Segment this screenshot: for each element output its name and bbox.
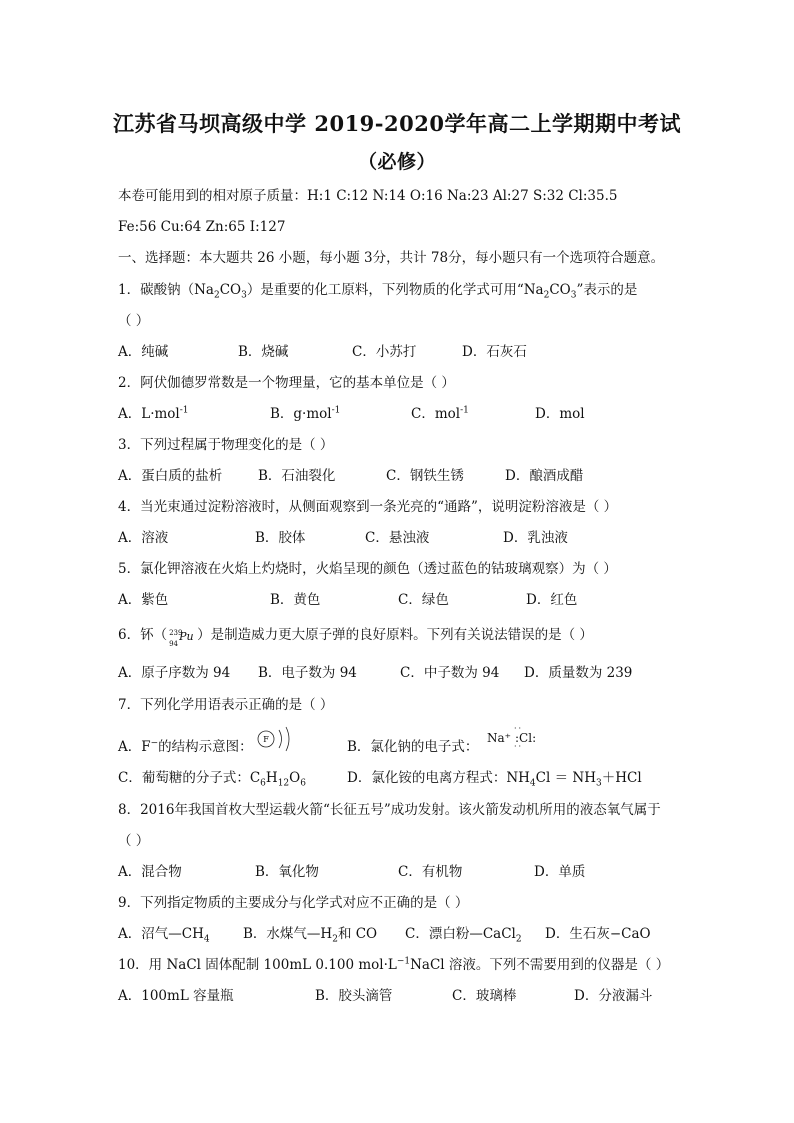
q4-option-d[interactable]: D．乳浊液 [503,530,568,546]
q3-option-a[interactable]: A．蛋白质的盐析 [118,468,223,484]
plutonium-isotope-symbol: 239 94 Pu [169,629,194,648]
q3-option-b[interactable]: B．石油裂化 [258,468,336,484]
q6-option-d[interactable]: D．质量数为 239 [524,665,633,681]
q5-option-b[interactable]: B．黄色 [270,592,321,608]
q6-option-c[interactable]: C．中子数为 94 [400,665,500,681]
q6-option-a[interactable]: A．原子序数为 94 [118,665,231,681]
exam-title: 江苏省马坝高级中学 2019-2020学年高二上学期期中考试 [113,111,681,136]
exam-subtitle: （必修） [357,151,436,173]
q5-option-c[interactable]: C．绿色 [398,592,449,608]
question-3: 3．下列过程属于物理变化的是（ ） [118,437,334,453]
q5-option-d[interactable]: D．红色 [526,592,578,608]
question-2: 2．阿伏伽德罗常数是一个物理量，它的基本单位是（ ） [118,375,455,391]
question-10: 10．用 NaCl 固体配制 100mL 0.100 $mol\cdot L^{-1}NaCl$ 溶液。下列不需要用到的仪器是（ ） [118,956,670,973]
q7-option-d[interactable]: D．氯化铵的电离方程式：$NH_4Cl = NH_3+HCl$ [347,770,642,789]
q7-option-a[interactable]: A．F−的结构示意图： [118,738,253,755]
question-4: 4．当光束通过淀粉溶液时，从侧面观察到一条光亮的“通路”，说明淀粉溶液是（ ） [118,499,618,515]
electron-shell-2 [286,727,289,751]
q7-option-b[interactable]: B．氯化钠的电子式： [347,739,479,755]
q10-option-a[interactable]: A．100mL 容量瓶 [118,988,234,1004]
question-6: 6．钚（ 239 94 Pu ）是制造威力更大原子弹的良好原料。下列有关说法错误的是（ ） [118,627,593,648]
q2-option-b[interactable]: B．g·mol$^{-1}$ [270,405,341,422]
question-1: 1．碳酸钠$(Na_2CO_3)$是重要的化工原料，下列物质的化学式可用“$Na_2CO_3$”表示的是 [118,282,638,301]
q2-option-c[interactable]: C．mol$^{-1}$ [411,405,469,422]
q10-option-b[interactable]: B．胶头滴管 [315,988,393,1004]
q4-option-c[interactable]: C．悬浊液 [365,530,430,546]
sodium-chloride-electron-formula: Na⁺ ·· :Cl: ·· [487,724,537,751]
q6-option-b[interactable]: B．电子数为 94 [258,665,357,681]
nucleus-label: F [263,735,269,744]
q4-option-a[interactable]: A．溶液 [118,530,169,546]
question-8: 8．2016年我国首枚大型运载火箭“长征五号”成功发射。该火箭发动机所用的液态氧气属于 [118,802,661,818]
question-5: 5．氯化钾溶液在火焰上灼烧时，火焰呈现的颜色（透过蓝色的钴玻璃观察）为（ ） [118,561,617,577]
q8-option-c[interactable]: C．有机物 [398,864,463,880]
section-heading: 一、选择题：本大题共 26 小题，每小题 3分，共计 78分，每小题只有一个选项符合题意。 [118,250,665,266]
q3-option-c[interactable]: C．钢铁生锈 [386,468,464,484]
q1-option-d[interactable]: D．石灰石 [462,344,527,360]
q9-option-d[interactable]: D．生石灰−CaO [545,926,651,942]
q7-option-c[interactable]: C．葡萄糖的分子式：$C_6H_{12}O_6$ [118,770,306,789]
q10-option-d[interactable]: D．分液漏斗 [574,988,653,1004]
question-8-paren: （ ） [118,833,150,849]
q10-option-c[interactable]: C．玻璃棒 [452,988,517,1004]
q8-option-d[interactable]: D．单质 [534,864,586,880]
atomic-mass-line1: 本卷可能用到的相对原子质量：H:1 C:12 N:14 O:16 Na:23 Al:27 S:32 Cl:35.5 [118,188,618,204]
q3-option-d[interactable]: D．酿酒成醋 [505,468,584,484]
q9-option-a[interactable]: A．沼气$—CH_4$ [118,926,210,945]
q1-option-b[interactable]: B．烧碱 [238,344,289,360]
fluoride-ion-structure-diagram [255,724,299,754]
q8-option-b[interactable]: B．氧化物 [255,864,319,880]
question-7: 7．下列化学用语表示正确的是（ ） [118,697,334,713]
question-1-paren: （ ） [118,313,150,329]
q8-option-a[interactable]: A．混合物 [118,864,182,880]
q1-option-c[interactable]: C．小苏打 [352,344,417,360]
question-9: 9．下列指定物质的主要成分与化学式对应不正确的是（ ） [118,895,469,911]
electron-shell-1 [279,730,282,748]
q2-option-d[interactable]: D．mol [535,406,585,422]
q9-option-b[interactable]: B．水煤气$—H_2$和 CO [243,926,378,945]
q2-option-a[interactable]: A．L·mol$^{-1}$ [118,405,189,422]
q9-option-c[interactable]: C．漂白粉—CaCl$_2$ [405,926,522,945]
q5-option-a[interactable]: A．紫色 [118,592,169,608]
atomic-mass-line2: Fe:56 Cu:64 Zn:65 I:127 [118,219,286,235]
q1-option-a[interactable]: A．纯碱 [118,344,169,360]
q4-option-b[interactable]: B．胶体 [255,530,306,546]
